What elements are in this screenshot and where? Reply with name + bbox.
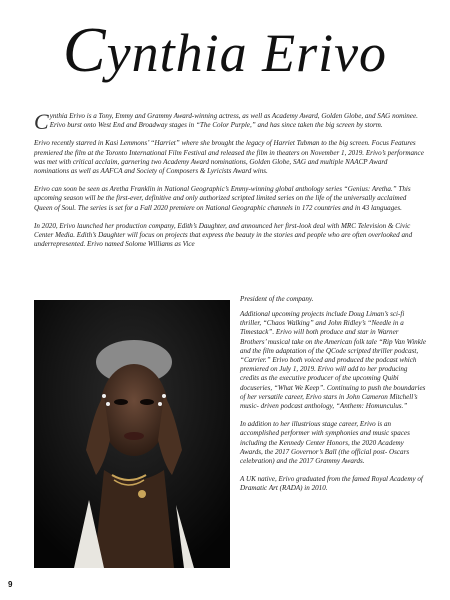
paragraph-intro-text: ynthia Erivo is a Tony, Emmy and Grammy Award-winning actress, as well as Academy Award, Golden Globe, and SAG nominee. Erivo burst onto West End and Broadway stages in “The Color Purple,” and has since taken the big screen by storm. xyxy=(49,112,418,130)
paragraph-projects: Additional upcoming projects include Doug Liman’s sci-fi thriller, “Chaos Walking” and John Ridley’s “Needle in a Timestack”. Erivo will both produce and star in Warner Brothers’ musical take on the American folk tale “Rip Van Winkle and the film adaptation of the QCode scripted thriller podcast, “Carrier.” Erivo both voiced and produced the podcast which premiered on July 1, 2019. Erivo will add to her producing credits as the executive producer of the upcoming Quibi docuseries, “What We Keep”. Continuing to push the boundaries of her versatile career, Erivo stars in John Cameron Mitchell’s music- driven podcast anthology, “Anthem: Homunculus.” xyxy=(240,310,426,411)
page-title xyxy=(0,14,450,85)
paragraph-production-end: President of the company. xyxy=(240,295,314,303)
page-number: 9 xyxy=(8,580,13,589)
paragraph-harriet: Erivo recently starred in Kasi Lemmons’ “Harriet” where she brought the legacy of Harriet Tubman to the big screen. Focus Features premiered the film at the Toronto International Film Festival and released the film in theaters on November 1, 2019. Erivo’s performance was met with critical acclaim, garnering two Academy Award nominations, Golden Globe, SAG and multiple NAACP Award nominations as well as AAFCA and Society of Composers & Lyricists Award wins. xyxy=(34,139,424,176)
drop-cap: C xyxy=(34,109,49,134)
paragraph-stage: In addition to her illustrious stage career, Erivo is an accomplished performer with symphonies and music spaces including the Kennedy Center Honors, the 2020 Academy Awards, the 2017 Governor’s Ball (the official post- Oscars celebration) and the 2017 Grammy Awards. xyxy=(240,420,410,466)
paragraph-production: In 2020, Erivo launched her production company, Edith’s Daughter, and announced her first-look deal with MRC Television & Civic Center Media. Edith’s Daughter will focus on projects that express the beauty in the stories and people who are often overlooked and underrepresented. Erivo named Solome Williams as Vice xyxy=(34,221,413,249)
portrait-photo xyxy=(34,300,230,568)
portrait-illustration xyxy=(34,300,230,568)
title-initial: C xyxy=(62,14,107,85)
main-column xyxy=(34,109,424,258)
paragraph-genius: Erivo can soon be seen as Aretha Franklin in National Geographic’s Emmy-winning global anthology series “Genius: Aretha.” This upcoming season will be the first-ever, definitive and only authorized scripted limited series on the life of the universally acclaimed Queen of Soul. The series is set for a Fall 2020 premiere on National Geographic channels in 172 countries and in 43 languages. xyxy=(34,185,411,212)
side-column xyxy=(240,310,426,503)
paragraph-intro xyxy=(34,109,424,134)
title-rest: ynthia Erivo xyxy=(106,23,388,83)
paragraph-rada: A UK native, Erivo graduated from the famed Royal Academy of Dramatic Art (RADA) in 2010. xyxy=(240,475,423,493)
